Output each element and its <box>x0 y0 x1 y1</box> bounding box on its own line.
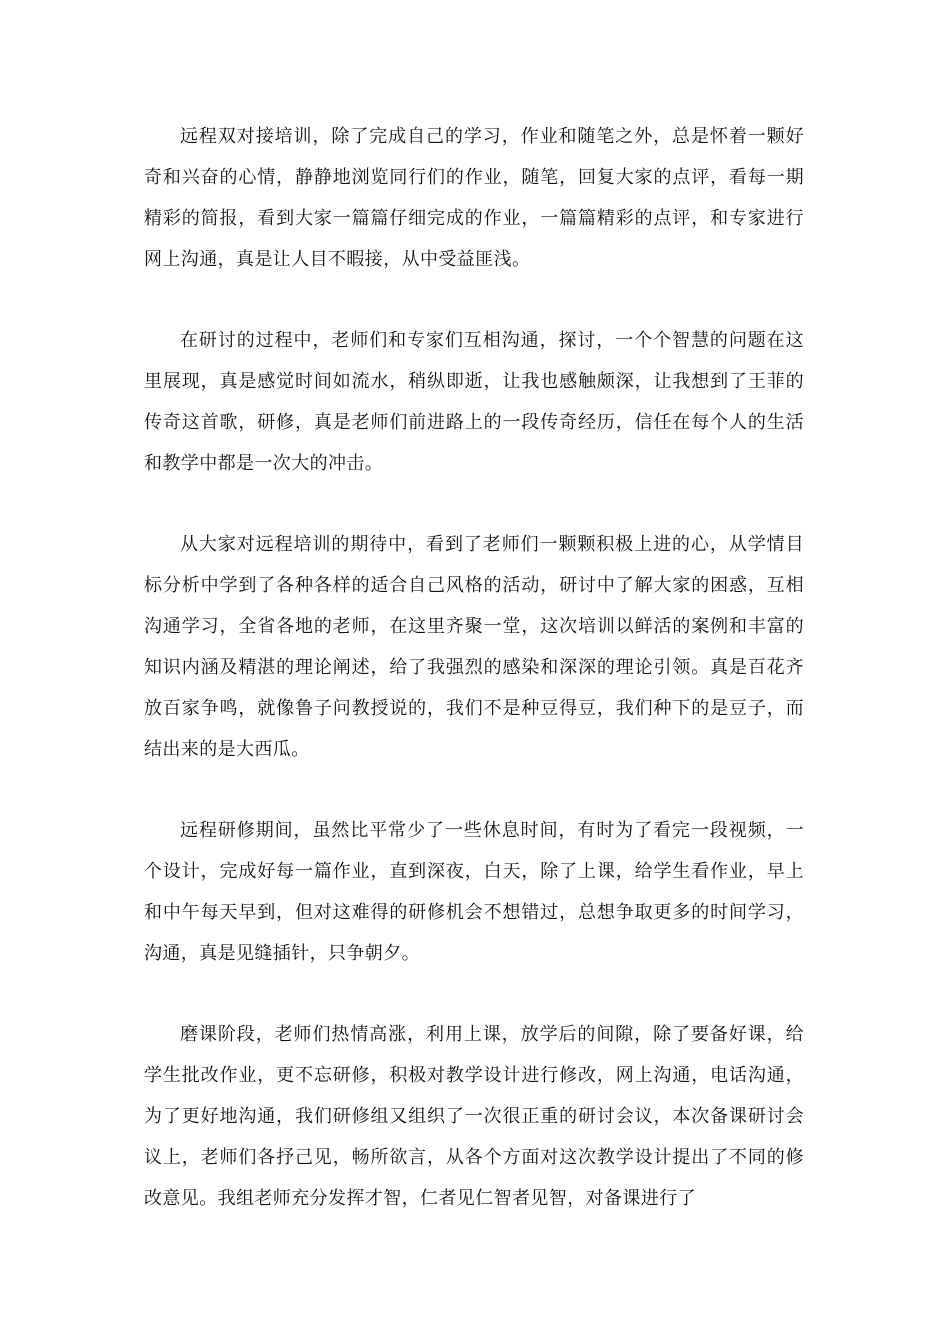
paragraph-2: 在研讨的过程中，老师们和专家们互相沟通，探讨，一个个智慧的问题在这里展现，真是感觉时间如流水，稍纵即逝，让我也感触颇深，让我想到了王菲的传奇这首歌，研修，真是老师们前进路上的一段传奇经历，信任在每个人的生活和教学中都是一次大的冲击。 <box>144 330 804 474</box>
paragraph-5: 磨课阶段，老师们热情高涨，利用上课，放学后的间隙，除了要备好课，给学生批改作业，更不忘研修，积极对教学设计进行修改，网上沟通，电话沟通，为了更好地沟通，我们研修组又组织了一次很正重的研讨会议，本次备课研讨会议上，老师们各抒己见，畅所欲言，从各个方面对这次教学设计提出了不同的修改意见。我组老师充分发挥才智，仁者见仁智者见智，对备课进行了 <box>144 1024 804 1209</box>
paragraph-1: 远程双对接培训，除了完成自己的学习，作业和随笔之外，总是怀着一颗好奇和兴奋的心情，静静地浏览同行们的作业，随笔，回复大家的点评，看每一期精彩的简报，看到大家一篇篇仔细完成的作业，一篇篇精彩的点评，和专家进行网上沟通，真是让人目不暇接，从中受益匪浅。 <box>144 126 804 270</box>
document-body <box>144 116 804 1259</box>
paragraph-3: 从大家对远程培训的期待中，看到了老师们一颗颗积极上进的心，从学情目标分析中学到了各种各样的适合自己风格的活动，研讨中了解大家的困惑，互相沟通学习，全省各地的老师，在这里齐聚一堂，这次培训以鲜活的案例和丰富的知识内涵及精湛的理论阐述，给了我强烈的感染和深深的理论引领。真是百花齐放百家争鸣，就像鲁子问教授说的，我们不是种豆得豆，我们种下的是豆子，而结出来的是大西瓜。 <box>144 534 804 760</box>
paragraph-4: 远程研修期间，虽然比平常少了一些休息时间，有时为了看完一段视频，一个设计，完成好每一篇作业，直到深夜，白天，除了上课，给学生看作业，早上和中午每天早到，但对这难得的研修机会不想错过，总想争取更多的时间学习，沟通，真是见缝插针，只争朝夕。 <box>144 820 804 964</box>
